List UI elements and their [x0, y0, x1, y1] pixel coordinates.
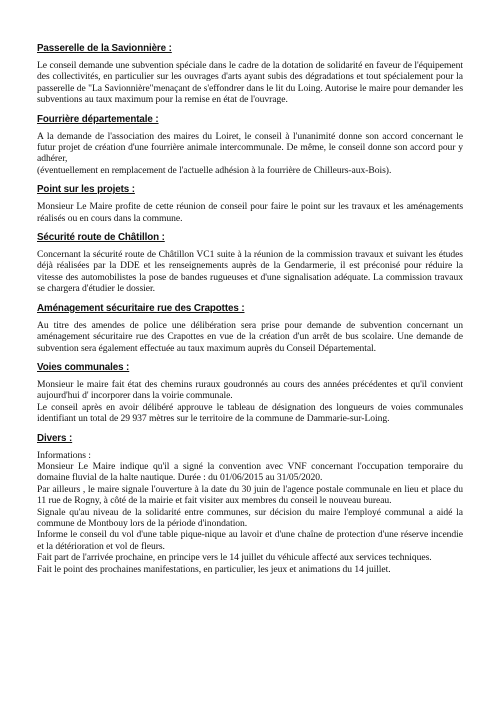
section-securite-chatillon [37, 232, 463, 295]
section-heading: Aménagement sécuritaire rue des Crapottes : [37, 302, 245, 314]
section-paragraph: Le conseil demande une subvention spéciale dans le cadre de la dotation de solidarité en faveur de l'équipement des collectivités, en particulier sur les ouvrages d'arts ayant subis des dégradations et tout spécialement pour la passerelle de "La Savionnière"menaçant de s'effondrer dans le lit du Loing. Autorise le maire pour demander les subventions au taux maximum pour la remise en état de l'ouvrage. [37, 60, 463, 106]
section-paragraph: A la demande de l'association des maires du Loiret, le conseil à l'unanimité donne son accord concernant le futur projet de création d'une fourrière animale intercommunale. De même, le conseil donne son accord pour y adhérer, [37, 130, 463, 165]
section-heading: Sécurité route de Châtillon : [37, 232, 165, 244]
section-paragraph: Concernant la sécurité route de Châtillon VC1 suite à la réunion de la commission travaux et suivant les études déjà réalisées par la DDE et les renseignements auprès de la Gendarmerie, il est préconisé pour réduire la vitesse des automobilistes la pose de bandes rugueuses et d'une signalisation adéquate. La commission travaux se chargera d'étudier le dossier. [37, 249, 463, 295]
section-heading: Point sur les projets : [37, 184, 135, 196]
section-heading: Fourrière départementale : [37, 113, 159, 125]
section-paragraph: Monsieur Le Maire indique qu'il a signé la convention avec VNF concernant l'occupation temporaire du domaine fluvial de la halte nautique. Durée : du 01/06/2015 au 31/05/2020. [37, 460, 463, 484]
section-paragraph: Le conseil après en avoir délibéré approuve le tableau de désignation des longueurs de voies communales identifiant un total de 29 937 mètres sur le territoire de la commune de Dammarie-sur-Loing. [37, 401, 463, 425]
section-paragraph: Fait le point des prochaines manifestations, en particulier, les jeux et animations du 14 juillet. [37, 563, 391, 575]
section-paragraph: Informations : [37, 449, 91, 461]
section-paragraph: Signale qu'au niveau de la solidarité entre communes, sur décision du maire l'employé communal a aidé la commune de Montbouy lors de la période d'inondation. [37, 506, 463, 529]
section-heading: Passerelle de la Savionnière : [37, 43, 172, 54]
section-heading: Divers : [37, 432, 73, 444]
section-paragraph: Monsieur Le Maire profite de cette réunion de conseil pour faire le point sur les travaux et les aménagements réalisés ou en cours dans la commune. [37, 201, 463, 224]
section-divers [37, 433, 463, 575]
section-point-projets [37, 184, 463, 224]
section-paragraph: Informe le conseil du vol d'une table pique-nique au lavoir et d'une chaîne de protection d'une réserve incendie et la détérioration et vol de fleurs. [37, 529, 463, 552]
section-paragraph: (éventuellement en remplacement de l'actuelle adhésion à la fourrière de Chilleurs-aux-Bois). [37, 164, 392, 176]
section-fourriere [37, 114, 463, 177]
section-passerelle [37, 43, 463, 106]
section-heading: Voies communales : [37, 361, 130, 373]
section-paragraph: Fait part de l'arrivée prochaine, en principe vers le 14 juillet du véhicule affecté aux services techniques. [37, 552, 432, 564]
section-paragraph: Monsieur le maire fait état des chemins ruraux goudronnés au cours des années précédentes et qu'il convient aujourd'hui d' incorporer dans la voirie communale. [37, 378, 463, 402]
section-voies-communales [37, 362, 463, 425]
section-amenagement-crapottes [37, 303, 463, 354]
section-paragraph: Au titre des amendes de police une délibération sera prise pour demande de subvention concernant un aménagement sécuritaire rue des Crapottes en vue de la création d'un arrêt de bus scolaire. Une demande de subvention sera également effectuée au taux maximum auprès du Conseil Départemental. [37, 319, 463, 354]
section-paragraph: Par ailleurs , le maire signale l'ouverture à la date du 30 juin de l'agence postale communale en lieu et place du 11 rue de Rogny, à côté de la mairie et fait visiter aux membres du conseil le nouveau bureau. [37, 483, 463, 507]
